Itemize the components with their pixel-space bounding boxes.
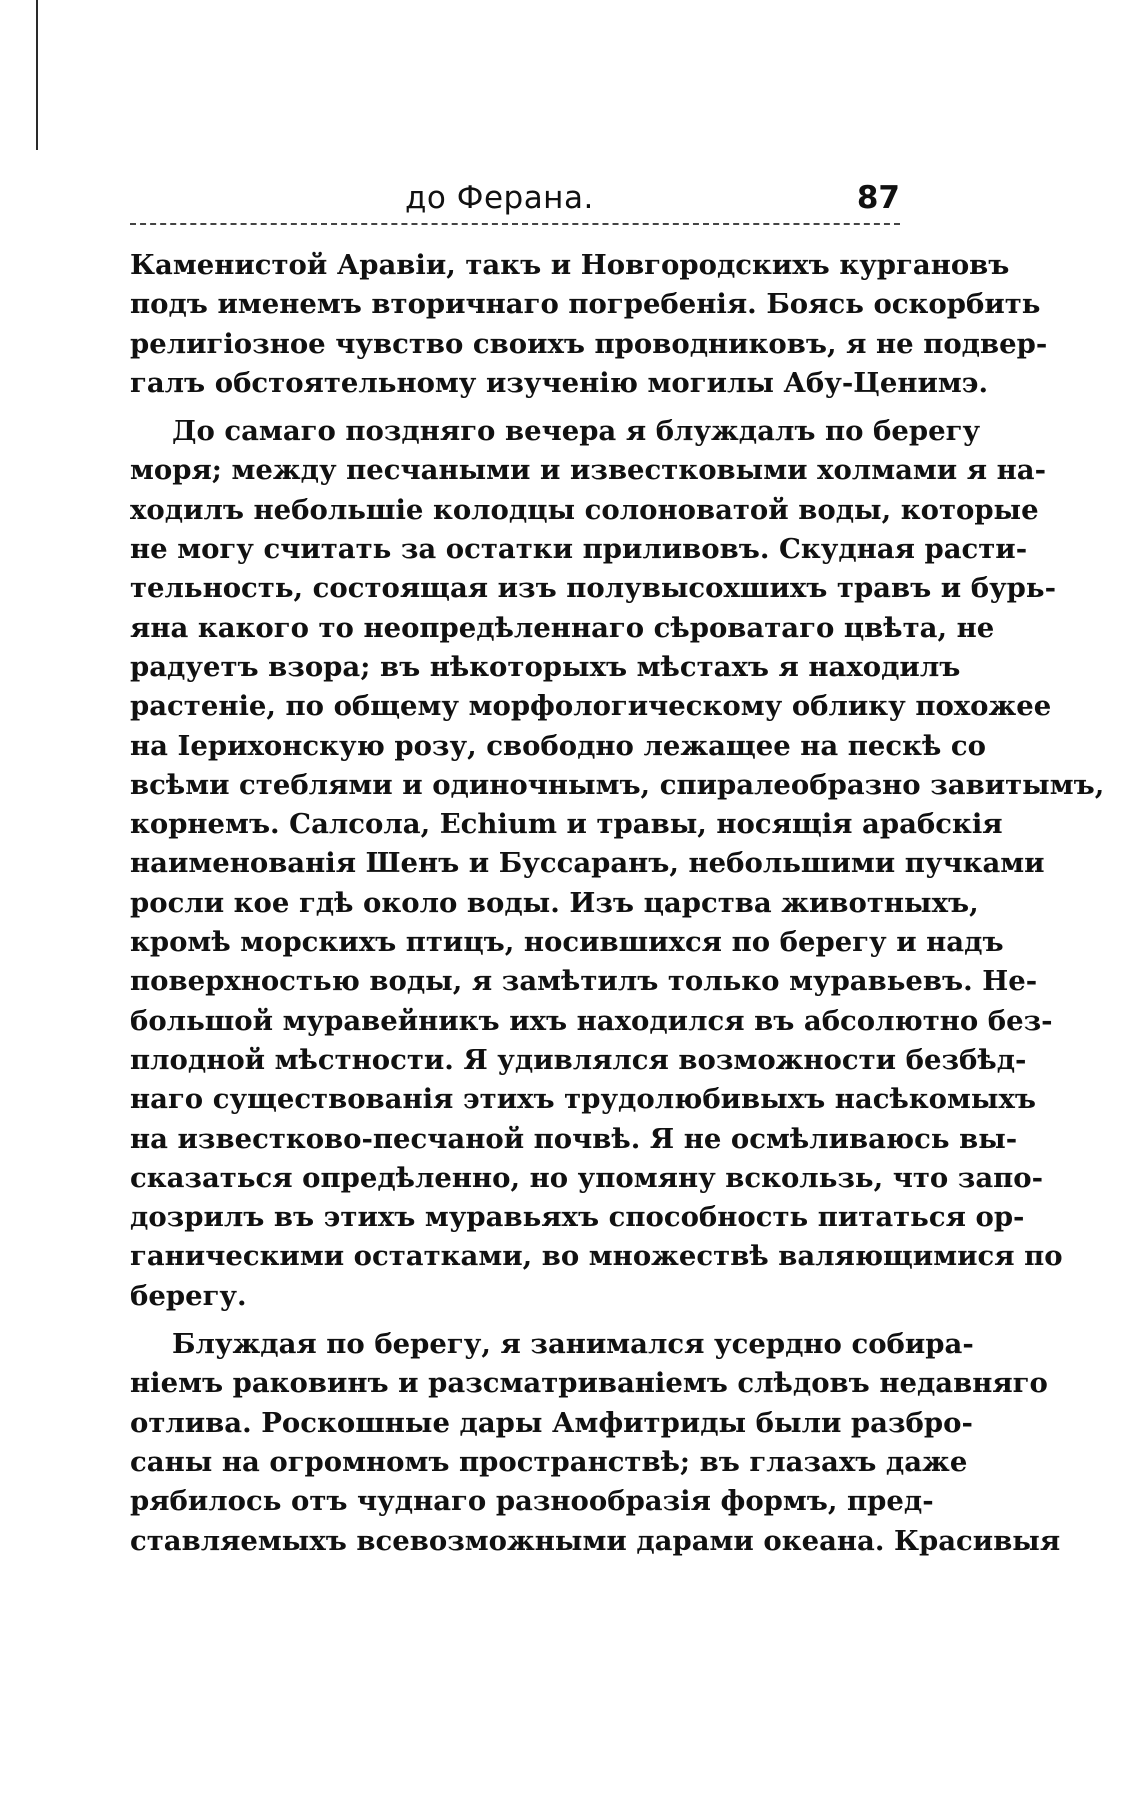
paragraph-1 — [130, 246, 1048, 403]
text-line: всѣми стеблями и одиночнымъ, спиралеобразно завитымъ, — [130, 768, 1105, 801]
text-line: ходилъ небольшіе колодцы солоноватой воды, которые — [130, 493, 1039, 526]
text-line: на Іерихонскую розу, свободно лежащее на пескѣ со — [130, 729, 987, 762]
text-line: наго существованія этихъ трудолюбивыхъ насѣкомыхъ — [130, 1083, 1036, 1116]
text-line: не могу считать за остатки приливовъ. Скудная расти- — [130, 533, 1028, 566]
text-line: религіозное чувство своихъ проводниковъ, я не подвер- — [130, 327, 1048, 360]
text-line: росли кое гдѣ около воды. Изъ царства животныхъ, — [130, 886, 979, 919]
text-line: большой муравейникъ ихъ находился въ абсолютно без- — [130, 1004, 1053, 1037]
text-line: моря; между песчаными и известковыми холмами я на- — [130, 454, 1047, 487]
paragraph-2 — [130, 412, 1105, 1316]
text-line: радуетъ взора; въ нѣкоторыхъ мѣстахъ я находилъ — [130, 650, 961, 683]
text-line: ставляемыхъ всевозможными дарами океана. Красивыя — [130, 1524, 1061, 1557]
running-title: до Ферана. — [405, 180, 594, 216]
page-header — [130, 180, 900, 220]
text-line: наименованія Шенъ и Буссаранъ, небольшими пучками — [130, 847, 1045, 880]
text-line: дозрилъ въ этихъ муравьяхъ способность питаться ор- — [130, 1201, 1025, 1234]
text-line: на известково-песчаной почвѣ. Я не осмѣливаюсь вы- — [130, 1122, 1018, 1155]
text-line: корнемъ. Салсола, Echium и травы, носящія арабскія — [130, 808, 1003, 841]
text-line: плодной мѣстности. Я удивлялся возможности безбѣд- — [130, 1043, 1027, 1076]
text-line: До самаго поздняго вечера я блуждалъ по берегу — [172, 415, 981, 448]
text-line: кромѣ морскихъ птицъ, носившихся по берегу и надъ — [130, 926, 1004, 959]
text-line: ганическими остатками, во множествѣ валяющимися по — [130, 1240, 1063, 1273]
text-line: подъ именемъ вторичнаго погребенія. Боясь оскорбить — [130, 288, 1041, 321]
text-line: тельность, состоящая изъ полувысохшихъ травъ и бурь- — [130, 572, 1056, 605]
page-binding-edge — [36, 0, 38, 150]
text-line: поверхностью воды, я замѣтилъ только муравьевъ. Не- — [130, 965, 1038, 998]
text-line: берегу. — [130, 1279, 247, 1312]
text-line: Каменистой Аравіи, такъ и Новгородскихъ кургановъ — [130, 249, 1010, 281]
text-line: сказаться опредѣленно, но упомяну вскользь, что запо- — [130, 1161, 1044, 1194]
text-line: яна какого то неопредѣленнаго сѣроватаго цвѣта, не — [130, 611, 995, 644]
text-line: саны на огромномъ пространствѣ; въ глазахъ даже — [130, 1445, 968, 1478]
text-line: отлива. Роскошные дары Амфитриды были разбро- — [130, 1406, 973, 1439]
page-number: 87 — [856, 180, 900, 216]
text-line: галъ обстоятельному изученію могилы Абу-Ценимэ. — [130, 366, 989, 399]
header-rule — [130, 223, 900, 225]
paragraph-3 — [130, 1325, 1061, 1561]
body-text — [130, 246, 1105, 1570]
text-line: растеніе, по общему морфологическому облику похожее — [130, 690, 1052, 723]
text-line: ніемъ раковинъ и разсматриваніемъ слѣдовъ недавняго — [130, 1367, 1048, 1400]
text-line: Блуждая по берегу, я занимался усердно собира- — [172, 1328, 974, 1361]
text-line: рябилось отъ чуднаго разнообразія формъ, пред- — [130, 1485, 934, 1518]
